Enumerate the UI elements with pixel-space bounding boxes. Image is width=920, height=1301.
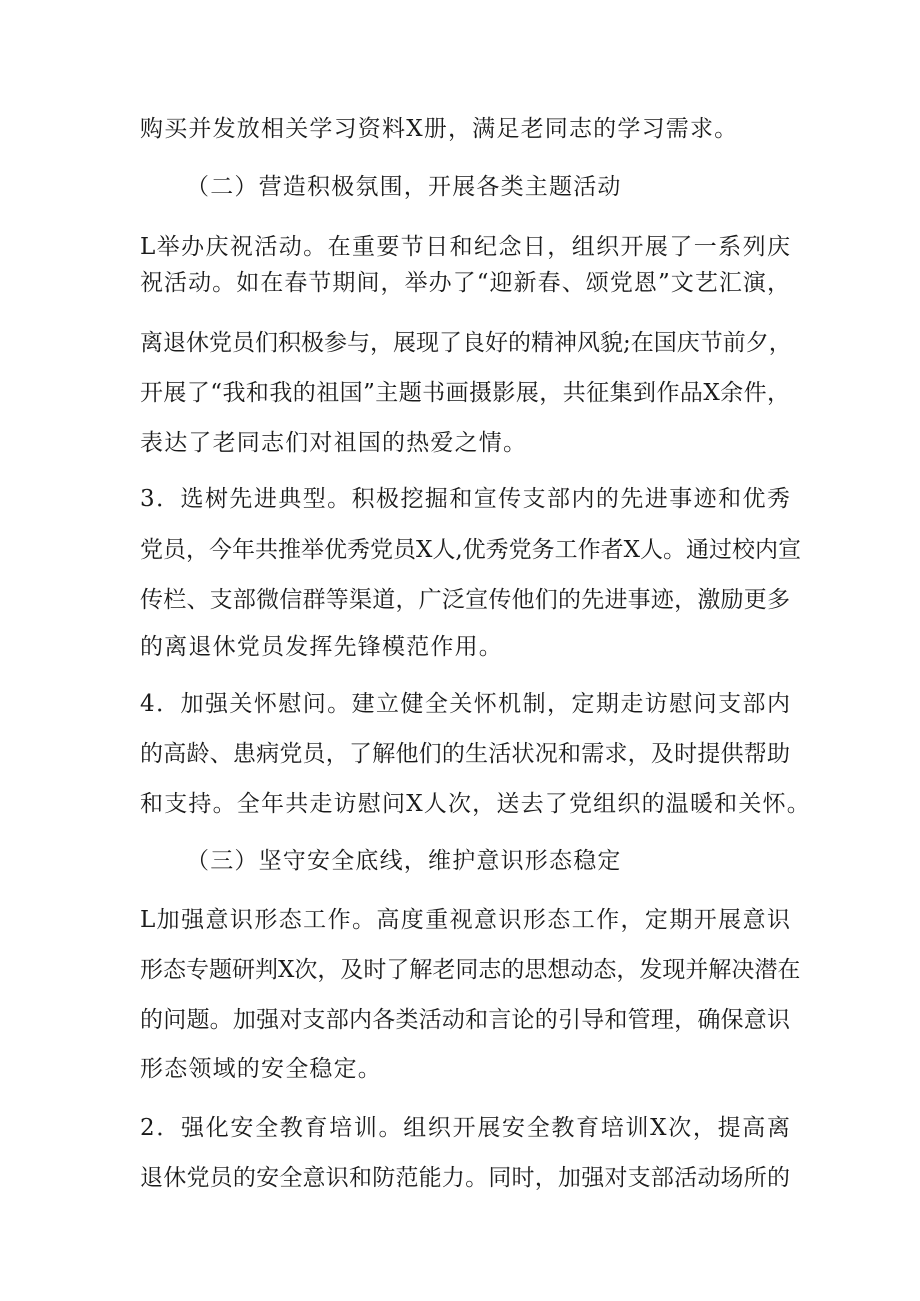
paragraph-line: 的离退休党员发挥先锋模范作用。 — [140, 634, 503, 660]
section-heading: （二）营造积极氛围，开展各类主题活动 — [186, 174, 622, 200]
paragraph-line: 的问题。加强对支部内各类活动和言论的引导和管理，确保意识 — [140, 1007, 790, 1033]
paragraph-line: L加强意识形态工作。高度重视意识形态工作，定期开展意识 — [140, 907, 790, 933]
paragraph-line: 形态专题研判X次，及时了解老同志的思想动态，发现并解决潜在 — [140, 957, 801, 983]
section-heading: （三）坚守安全底线，维护意识形态稳定 — [186, 848, 622, 874]
paragraph-line: 退休党员的安全意识和防范能力。同时，加强对支部活动场所的 — [140, 1165, 790, 1191]
paragraph-line: 传栏、支部微信群等渠道，广泛宣传他们的先进事迹，激励更多 — [140, 587, 790, 613]
paragraph-line: 离退休党员们积极参与，展现了良好的精神风貌;在国庆节前夕， — [140, 330, 792, 356]
paragraph-line: 购买并发放相关学习资料X册，满足老同志的学习需求。 — [140, 116, 739, 142]
paragraph-line: 的高龄、患病党员，了解他们的生活状况和需求，及时提供帮助 — [140, 741, 790, 767]
paragraph-line: 党员，今年共推举优秀党员X人,优秀党务工作者X人。通过校内宣 — [140, 537, 802, 563]
paragraph-line: L举办庆祝活动。在重要节日和纪念日，组织开展了一系列庆 — [140, 234, 790, 260]
paragraph-line: 3．选树先进典型。积极挖掘和宣传支部内的先进事迹和优秀 — [140, 486, 790, 512]
paragraph-line: 2．强化安全教育培训。组织开展安全教育培训X次，提高离 — [140, 1115, 790, 1141]
paragraph-line: 和支持。全年共走访慰问X人次，送去了党组织的温暖和关怀。 — [140, 791, 811, 817]
paragraph-line: 4．加强关怀慰问。建立健全关怀机制，定期走访慰问支部内 — [140, 691, 790, 717]
paragraph-line: 开展了“我和我的祖国”主题书画摄影展，共征集到作品X余件， — [140, 380, 790, 406]
paragraph-line: 形态领域的安全稳定。 — [140, 1056, 382, 1082]
paragraph-line: 祝活动。如在春节期间，举办了“迎新春、颂党恩”文艺汇演， — [140, 270, 790, 296]
paragraph-line: 表达了老同志们对祖国的热爱之情。 — [140, 430, 528, 456]
